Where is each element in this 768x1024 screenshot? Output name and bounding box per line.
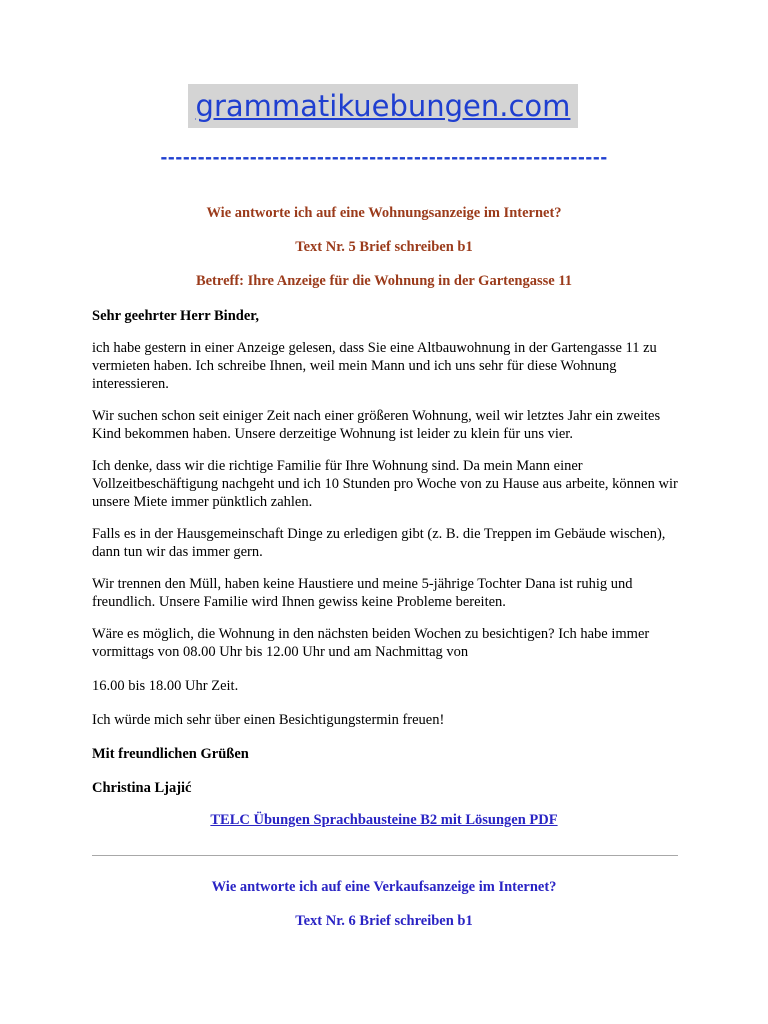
letter-paragraph-4: Falls es in der Hausgemeinschaft Dinge zu erledigen gibt (z. B. die Treppen im Gebäude wischen), dann tun wir das immer gern. bbox=[92, 526, 666, 560]
next-question-heading: Wie antworte ich auf eine Verkaufsanzeige im Internet? bbox=[211, 879, 557, 895]
header-dashes: ------------------------------------------------------------ bbox=[160, 148, 608, 168]
letter-paragraph-6: Wäre es möglich, die Wohnung in den nächsten beiden Wochen zu besichtigen? Ich habe immer vormittags von 08.00 Uhr bis 12.00 Uhr und am Nachmittag von bbox=[92, 626, 650, 660]
letter-salutation: Sehr geehrter Herr Binder, bbox=[92, 308, 259, 324]
text-number-heading: Text Nr. 5 Brief schreiben b1 bbox=[295, 239, 473, 255]
telc-exercises-link[interactable]: TELC Übungen Sprachbausteine B2 mit Lösungen PDF bbox=[210, 812, 558, 828]
letter-paragraph-7: 16.00 bis 18.00 Uhr Zeit. bbox=[92, 678, 239, 694]
letter-paragraph-3: Ich denke, dass wir die richtige Familie für Ihre Wohnung sind. Da mein Mann einer Vollzeitbeschäftigung nachgeht und ich 10 Stunden pro Woche von zu Hause aus arbeite, können wir unsere Miete immer pünktlich zahlen. bbox=[92, 458, 678, 510]
question-heading: Wie antworte ich auf eine Wohnungsanzeige im Internet? bbox=[206, 205, 562, 221]
letter-paragraph-1: ich habe gestern in einer Anzeige gelesen, dass Sie eine Altbauwohnung in der Gartengasse 11 zu vermieten haben. Ich schreibe Ihnen, weil mein Mann und ich uns sehr für diese Wohnung interessieren. bbox=[92, 340, 657, 392]
letter-signature: Christina Ljajić bbox=[92, 780, 192, 796]
letter-closing: Mit freundlichen Grüßen bbox=[92, 746, 249, 762]
next-text-number-heading: Text Nr. 6 Brief schreiben b1 bbox=[295, 913, 473, 929]
letter-paragraph-2: Wir suchen schon seit einiger Zeit nach einer größeren Wohnung, weil wir letztes Jahr ein zweites Kind bekommen haben. Unsere derzeitige Wohnung ist leider zu klein für uns vier. bbox=[92, 408, 661, 442]
ad-link-container bbox=[0, 812, 768, 829]
site-title-link[interactable]: grammatikuebungen.com bbox=[195, 89, 571, 123]
letter-paragraph-8: Ich würde mich sehr über einen Besichtigungstermin freuen! bbox=[92, 712, 445, 728]
section-divider bbox=[92, 855, 678, 856]
subject-heading: Betreff: Ihre Anzeige für die Wohnung in der Gartengasse 11 bbox=[195, 273, 573, 289]
letter-paragraph-5: Wir trennen den Müll, haben keine Haustiere und meine 5-jährige Tochter Dana ist ruhig und freundlich. Unsere Familie wird Ihnen gewiss keine Probleme bereiten. bbox=[92, 576, 633, 610]
